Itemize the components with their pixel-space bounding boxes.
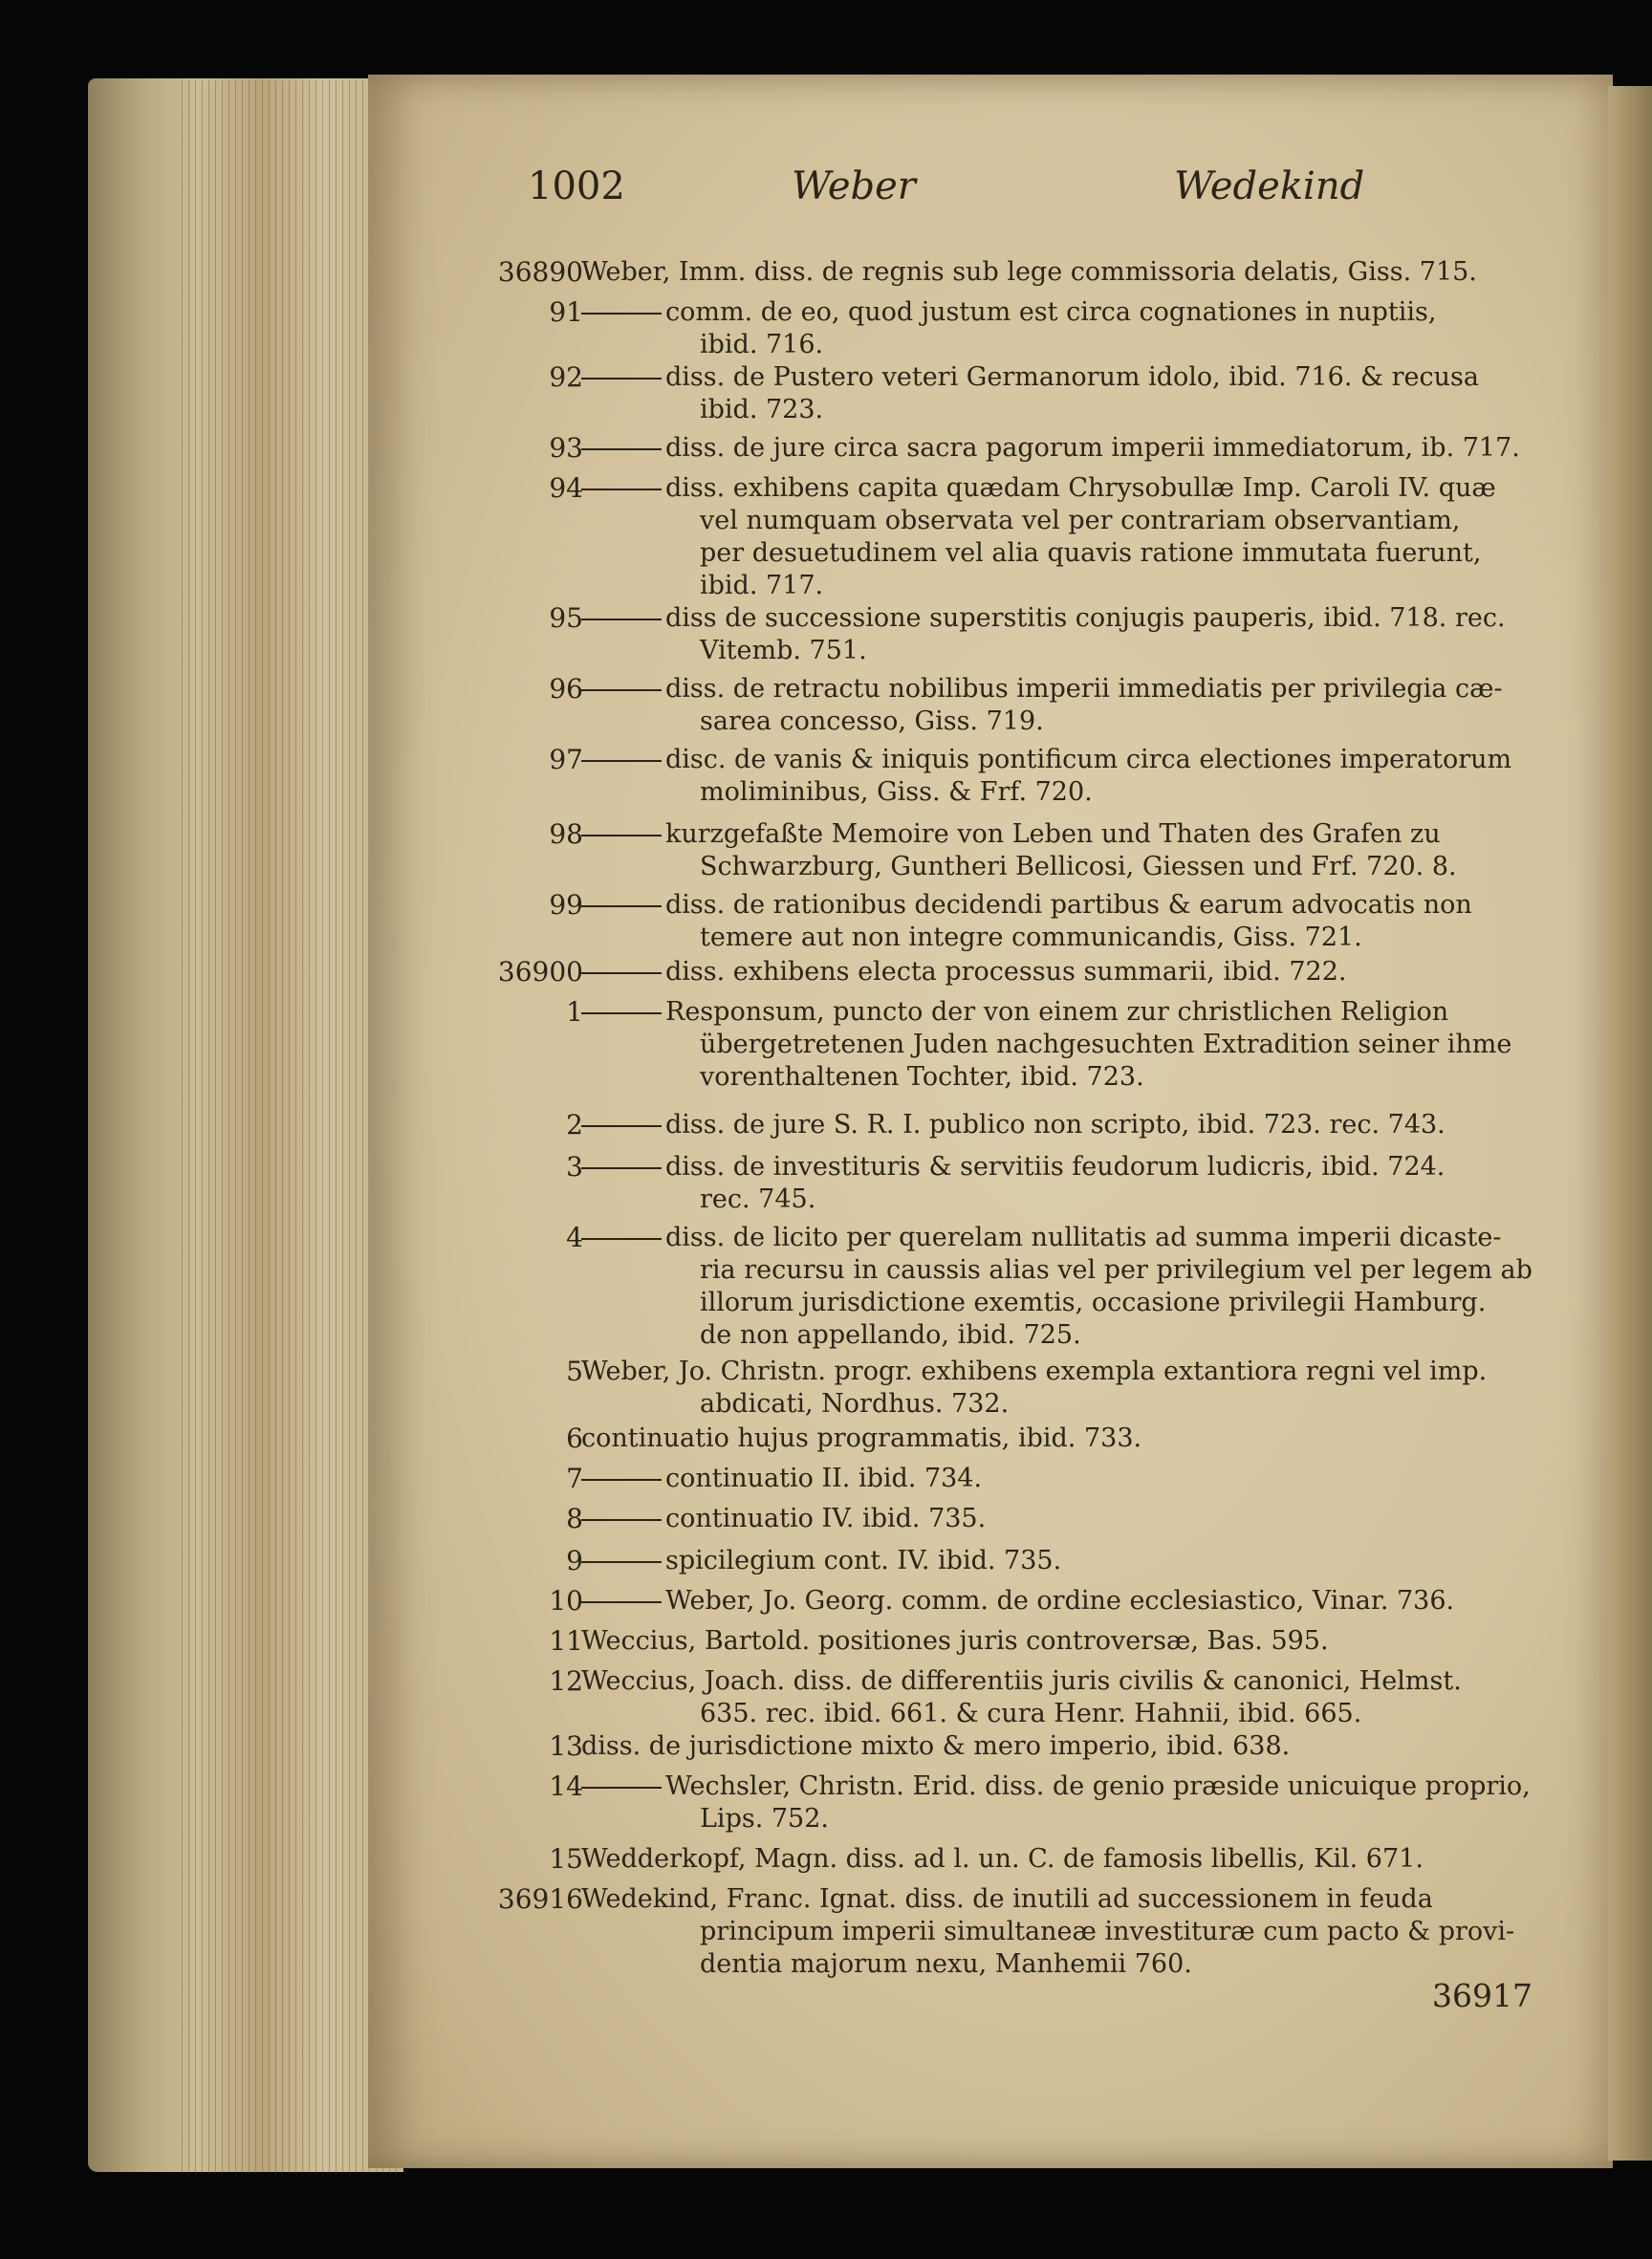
entry-number: 11 bbox=[549, 1625, 583, 1657]
entry-line bbox=[700, 706, 1044, 738]
ditto-dash bbox=[581, 1519, 662, 1521]
entry-text: Wedderkopf, Magn. diss. ad l. un. C. de famosis libellis, Kil. 671. bbox=[581, 1844, 1424, 1874]
entry-line bbox=[700, 1029, 1511, 1061]
ditto-dash bbox=[581, 835, 662, 836]
entry-line bbox=[700, 1698, 1361, 1730]
entry-number: 36900 bbox=[497, 956, 583, 988]
entry-text: illorum jurisdictione exemtis, occasione privilegii Hamburg. bbox=[700, 1288, 1487, 1317]
entry-line bbox=[581, 1585, 1454, 1618]
entry-text: dentia majorum nexu, Manhemii 760. bbox=[700, 1949, 1192, 1979]
entry-line bbox=[581, 1545, 1061, 1577]
ditto-dash bbox=[581, 619, 662, 620]
entry-text: diss. exhibens electa processus summarii, ibid. 722. bbox=[665, 957, 1347, 987]
entry-number: 91 bbox=[549, 296, 583, 328]
entry-number: 3 bbox=[566, 1151, 583, 1183]
entry-line bbox=[581, 1356, 1487, 1388]
entry-line bbox=[700, 537, 1481, 570]
entry-number: 94 bbox=[549, 472, 583, 504]
entry-number: 13 bbox=[549, 1730, 583, 1762]
entry-line bbox=[700, 1061, 1144, 1094]
entry-line bbox=[581, 432, 1520, 465]
entry-number: 4 bbox=[566, 1222, 583, 1253]
entry-number: 97 bbox=[549, 744, 583, 775]
entry-line bbox=[700, 1388, 1009, 1421]
entry-number: 10 bbox=[549, 1585, 583, 1617]
entry-text: temere aut non integre communicandis, Giss. 721. bbox=[700, 923, 1362, 952]
page-number: 1002 bbox=[528, 164, 625, 208]
entry-text: diss. de retractu nobilibus imperii immediatis per privilegia cæ- bbox=[665, 674, 1503, 704]
entry-text: diss. de jurisdictione mixto & mero imperio, ibid. 638. bbox=[581, 1731, 1291, 1761]
ditto-dash bbox=[581, 905, 662, 907]
ditto-dash bbox=[581, 1167, 662, 1169]
entry-line bbox=[581, 1883, 1433, 1916]
entry-text: Weccius, Joach. diss. de differentiis juris civilis & canonici, Helmst. bbox=[581, 1666, 1462, 1696]
entry-line bbox=[581, 602, 1506, 635]
ditto-dash bbox=[581, 489, 662, 490]
entry-line bbox=[581, 1222, 1501, 1254]
entry-text: Weber, Jo. Georg. comm. de ordine ecclesiastico, Vinar. 736. bbox=[665, 1586, 1455, 1616]
entry-line bbox=[581, 1423, 1141, 1455]
entry-line bbox=[700, 329, 823, 361]
entry-text: sarea concesso, Giss. 719. bbox=[700, 706, 1044, 736]
entry-text: diss de successione superstitis conjugis pauperis, ibid. 718. rec. bbox=[665, 603, 1506, 633]
ditto-dash bbox=[581, 760, 662, 762]
entry-number: 36890 bbox=[497, 256, 583, 288]
ditto-dash bbox=[581, 1238, 662, 1240]
entry-line bbox=[581, 1730, 1290, 1763]
entry-text: diss. de Pustero veteri Germanorum idolo, ibid. 716. & recusa bbox=[665, 362, 1479, 392]
entry-line bbox=[581, 1625, 1329, 1658]
entry-number: 8 bbox=[566, 1503, 583, 1534]
entry-text: ibid. 716. bbox=[700, 330, 824, 359]
entry-number: 12 bbox=[549, 1665, 583, 1697]
entry-line bbox=[700, 1916, 1514, 1948]
entry-text: diss. de rationibus decidendi partibus & earum advocatis non bbox=[665, 890, 1472, 920]
entry-text: Weccius, Bartold. positiones juris controversæ, Bas. 595. bbox=[581, 1626, 1329, 1656]
entry-text: vorenthaltenen Tochter, ibid. 723. bbox=[700, 1062, 1144, 1092]
entry-text: Weber, Imm. diss. de regnis sub lege commissoria delatis, Giss. 715. bbox=[581, 257, 1477, 287]
entry-text: continuatio hujus programmatis, ibid. 733. bbox=[581, 1423, 1142, 1453]
entry-line bbox=[581, 956, 1346, 988]
entry-text: diss. de jure S. R. I. publico non scripto, ibid. 723. rec. 743. bbox=[665, 1110, 1446, 1140]
entry-text: principum imperii simultaneæ investituræ cum pacto & provi- bbox=[700, 1917, 1515, 1946]
ditto-dash bbox=[581, 1012, 662, 1014]
entry-number: 95 bbox=[549, 602, 583, 634]
entry-text: ria recursu in caussis alias vel per privilegium vel per legem ab bbox=[700, 1255, 1532, 1285]
entry-line bbox=[700, 1184, 815, 1216]
entry-text: Lips. 752. bbox=[700, 1804, 829, 1834]
entry-line bbox=[581, 996, 1448, 1029]
entry-line bbox=[581, 1665, 1462, 1698]
ditto-dash bbox=[581, 1601, 662, 1603]
ditto-dash bbox=[581, 689, 662, 691]
entry-line bbox=[700, 922, 1362, 954]
entry-line bbox=[581, 744, 1511, 776]
entry-text: continuatio II. ibid. 734. bbox=[665, 1464, 983, 1493]
entry-number: 92 bbox=[549, 361, 583, 393]
entry-text: ibid. 717. bbox=[700, 571, 824, 600]
ditto-dash bbox=[581, 1561, 662, 1563]
entry-line bbox=[581, 1109, 1446, 1141]
entry-text: abdicati, Nordhus. 732. bbox=[700, 1389, 1010, 1419]
entry-number: 1 bbox=[566, 996, 583, 1028]
entry-text: moliminibus, Giss. & Frf. 720. bbox=[700, 777, 1093, 807]
entry-line bbox=[581, 296, 1436, 329]
running-head-right: Wedekind bbox=[1174, 164, 1365, 208]
ditto-dash bbox=[581, 1787, 662, 1789]
entry-line bbox=[700, 505, 1460, 537]
entry-number: 96 bbox=[549, 673, 583, 705]
entry-text: Schwarzburg, Guntheri Bellicosi, Giessen und Frf. 720. 8. bbox=[700, 852, 1457, 881]
entry-line bbox=[581, 889, 1472, 922]
entry-line bbox=[581, 1843, 1424, 1876]
entry-text: continuatio IV. ibid. 735. bbox=[665, 1504, 987, 1533]
entry-number: 2 bbox=[566, 1109, 583, 1140]
entry-line bbox=[581, 1503, 986, 1535]
entry-text: diss. de investituris & servitiis feudorum ludicris, ibid. 724. bbox=[665, 1152, 1446, 1182]
entry-text: 635. rec. ibid. 661. & cura Henr. Hahnii, ibid. 665. bbox=[700, 1699, 1362, 1728]
entry-line bbox=[581, 361, 1479, 394]
entry-text: Vitemb. 751. bbox=[700, 636, 867, 665]
ditto-dash bbox=[581, 378, 662, 380]
entry-line bbox=[581, 472, 1496, 505]
entry-text: comm. de eo, quod justum est circa cognationes in nuptiis, bbox=[665, 297, 1437, 327]
entry-text: Weber, Jo. Christn. progr. exhibens exempla extantiora regni vel imp. bbox=[581, 1357, 1488, 1386]
entry-text: übergetretenen Juden nachgesuchten Extradition seiner ihme bbox=[700, 1030, 1512, 1059]
entry-line bbox=[700, 1254, 1532, 1287]
entry-line bbox=[581, 818, 1441, 851]
entry-text: Wechsler, Christn. Erid. diss. de genio præside unicuique proprio, bbox=[665, 1771, 1531, 1801]
ditto-dash bbox=[581, 1479, 662, 1481]
ditto-dash bbox=[581, 313, 662, 315]
entry-number: 99 bbox=[549, 889, 583, 921]
entry-text: vel numquam observata vel per contrariam observantiam, bbox=[700, 506, 1461, 535]
entry-line bbox=[700, 1948, 1192, 1981]
ditto-dash bbox=[581, 448, 662, 450]
entry-line bbox=[581, 256, 1477, 289]
entry-line bbox=[700, 1319, 1081, 1352]
entry-text: rec. 745. bbox=[700, 1184, 816, 1214]
entry-line bbox=[700, 635, 867, 667]
entry-line bbox=[700, 851, 1457, 883]
entry-text: diss. de licito per querelam nullitatis ad summa imperii dicaste- bbox=[665, 1223, 1502, 1252]
entry-line bbox=[700, 394, 823, 426]
entry-number: 7 bbox=[566, 1463, 583, 1494]
entry-line bbox=[700, 1287, 1486, 1319]
entry-text: Wedekind, Franc. Ignat. diss. de inutili ad successionem in feuda bbox=[581, 1884, 1433, 1914]
ditto-dash bbox=[581, 1125, 662, 1127]
entry-number: 98 bbox=[549, 818, 583, 850]
entry-line bbox=[581, 1770, 1531, 1803]
catchword: 36917 bbox=[1432, 1977, 1532, 2014]
entry-text: spicilegium cont. IV. ibid. 735. bbox=[665, 1546, 1062, 1575]
entry-text: de non appellando, ibid. 725. bbox=[700, 1320, 1081, 1350]
entry-number: 5 bbox=[566, 1356, 583, 1387]
entry-number: 93 bbox=[549, 432, 583, 464]
running-head-left: Weber bbox=[792, 164, 916, 208]
entry-line bbox=[581, 1463, 982, 1495]
entry-line bbox=[700, 776, 1093, 809]
entry-line bbox=[581, 673, 1503, 706]
entry-text: per desuetudinem vel alia quavis ratione immutata fuerunt, bbox=[700, 538, 1482, 568]
entry-number: 6 bbox=[566, 1423, 583, 1454]
entry-text: diss. de jure circa sacra pagorum imperii immediatorum, ib. 717. bbox=[665, 433, 1520, 463]
entry-line bbox=[700, 1803, 829, 1835]
entry-text: disc. de vanis & iniquis pontificum circa electiones imperatorum bbox=[665, 745, 1512, 774]
entry-number: 9 bbox=[566, 1545, 583, 1576]
entry-text: ibid. 723. bbox=[700, 395, 824, 424]
entry-text: kurzgefaßte Memoire von Leben und Thaten des Grafen zu bbox=[665, 819, 1441, 849]
entry-number: 14 bbox=[549, 1770, 583, 1802]
entry-number: 36916 bbox=[497, 1883, 583, 1915]
entry-line bbox=[700, 570, 823, 602]
entry-text: diss. exhibens capita quædam Chrysobullæ Imp. Caroli IV. quæ bbox=[665, 473, 1496, 503]
entry-number: 15 bbox=[549, 1843, 583, 1875]
ditto-dash bbox=[581, 972, 662, 974]
entry-line bbox=[581, 1151, 1445, 1184]
entry-text: Responsum, puncto der von einem zur christlichen Religion bbox=[665, 997, 1449, 1027]
